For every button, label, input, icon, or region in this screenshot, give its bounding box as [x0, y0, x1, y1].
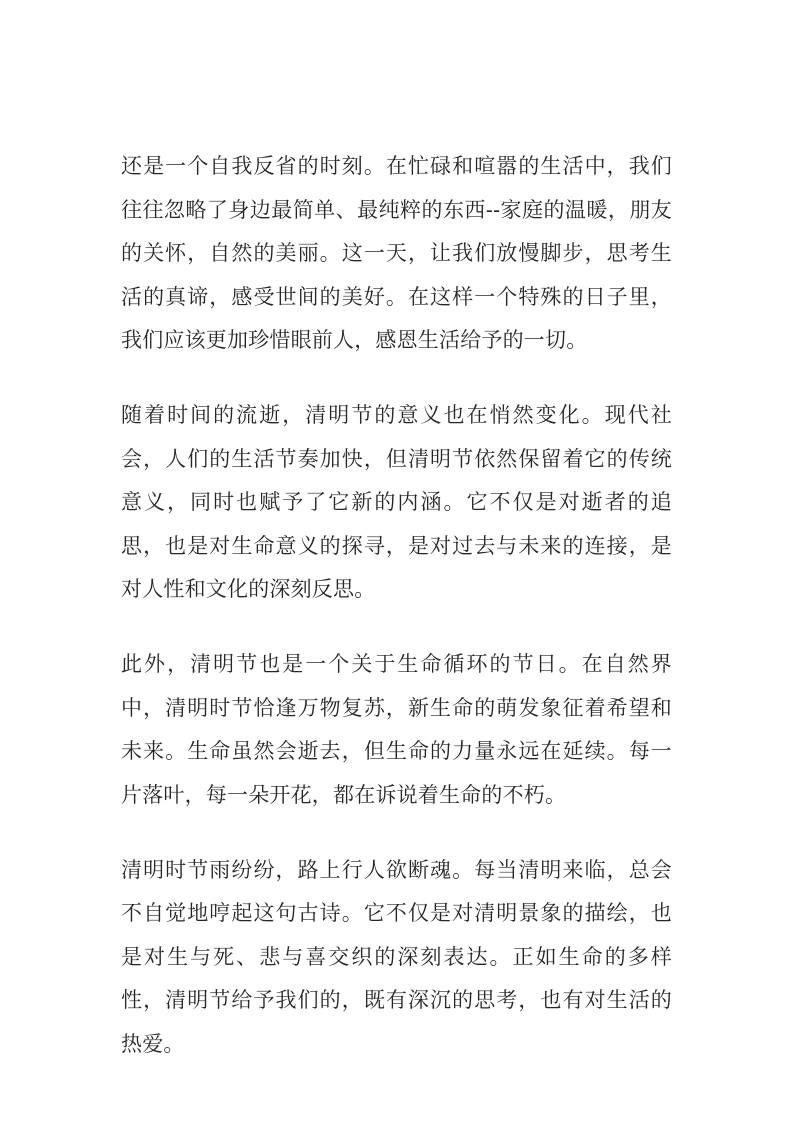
paragraph-1: 还是一个自我反省的时刻。在忙碌和喧嚣的生活中，我们往往忽略了身边最简单、最纯粹的东西--家庭的温暖，朋友的关怀，自然的美丽。这一天，让我们放慢脚步，思考生活的真谛，感受世间的美好。在这样一个特殊的日子里，我们应该更加珍惜眼前人，感恩生活给予的一切。 [121, 155, 672, 352]
document-body [121, 145, 672, 1066]
paragraph-2: 随着时间的流逝，清明节的意义也在悄然变化。现代社会，人们的生活节奏加快，但清明节依然保留着它的传统意义，同时也赋予了它新的内涵。它不仅是对逝者的追思，也是对生命意义的探寻，是对过去与未来的连接，是对人性和文化的深刻反思。 [121, 404, 672, 601]
paragraph-4: 清明时节雨纷纷，路上行人欲断魂。每当清明来临，总会不自觉地哼起这句古诗。它不仅是对清明景象的描绘，也是对生与死、悲与喜交织的深刻表达。正如生命的多样性，清明节给予我们的，既有深沉的思考，也有对生活的热爱。 [121, 858, 672, 1056]
paragraph-3: 此外，清明节也是一个关于生命循环的节日。在自然界中，清明时节恰逢万物复苏，新生命的萌发象征着希望和未来。生命虽然会逝去，但生命的力量永远在延续。每一片落叶，每一朵开花，都在诉说着生命的不朽。 [121, 653, 672, 807]
